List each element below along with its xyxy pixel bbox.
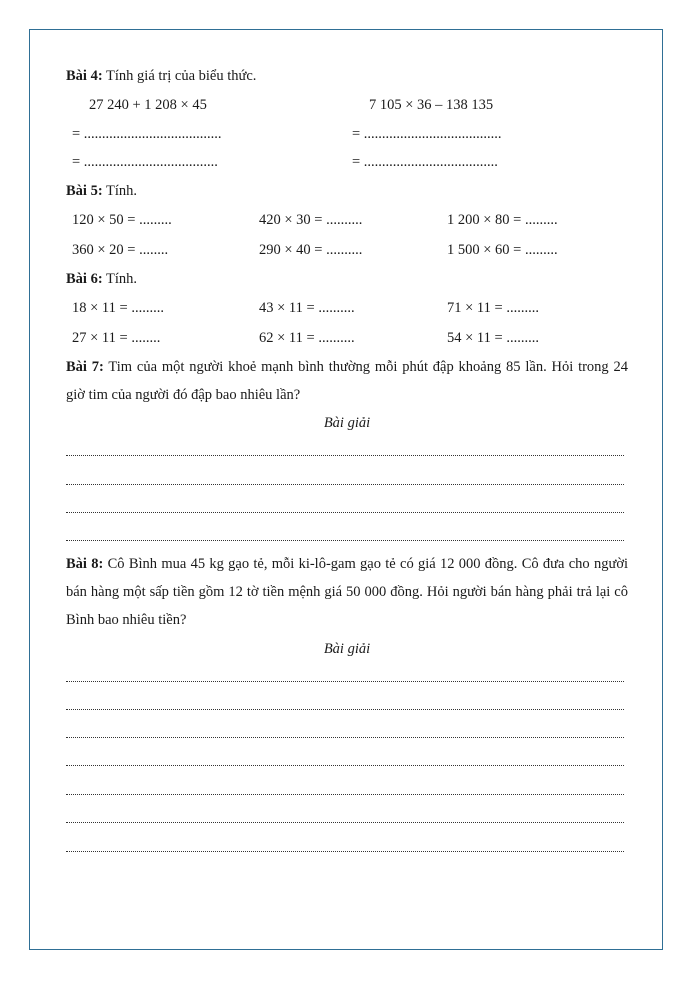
bai6-item: 27 × 11 = ........ [72,330,161,346]
bai4-answer-line-1a: = ...................................... [72,126,222,142]
bai7-answer-line [66,455,624,456]
bai6-item: 71 × 11 = ......... [447,300,539,316]
bai8-answer-line [66,709,624,710]
bai5-item: 1 500 × 60 = ......... [447,242,558,258]
bai5-text: Tính. [106,183,138,199]
bai8-answer-line [66,737,624,738]
bai7-label: Bài 7: [66,359,104,375]
bai8-label: Bài 8: [66,556,104,572]
bai5-item: 1 200 × 80 = ......... [447,212,558,228]
bai8-solution-label: Bài giải [323,641,371,657]
bai7-text: Tim của một người khoẻ mạnh bình thường mỗi phút đập khoảng 85 lần. Hỏi trong 24 giờ tim của người đó đập bao nhiêu lần? [66,359,629,403]
bai8-problem [66,550,628,634]
bai4-answer-line-2b: = ..................................... [352,154,498,170]
bai4-answer-line-2a: = ...................................... [352,126,502,142]
bai7-answer-line [66,540,624,541]
bai8-answer-line [66,822,624,823]
bai5-heading [66,182,137,200]
bai7-answer-line [66,484,624,485]
bai8-answer-line [66,851,624,852]
bai6-item: 54 × 11 = ......... [447,330,539,346]
bai5-item: 360 × 20 = ........ [72,242,169,258]
bai6-text: Tính. [106,271,138,287]
bai6-item: 62 × 11 = .......... [259,330,355,346]
bai7-problem [66,353,628,409]
bai4-answer-line-1b: = ..................................... [72,154,218,170]
bai6-heading [66,270,137,288]
bai4-expression-2: 7 105 × 36 – 138 135 [369,97,494,113]
bai4-label: Bài 4: [66,68,103,84]
bai6-label: Bài 6: [66,271,103,287]
bai4-expression-1: 27 240 + 1 208 × 45 [89,97,207,113]
bai7-solution-label: Bài giải [323,415,371,431]
bai5-item: 290 × 40 = .......... [259,242,363,258]
bai5-item: 420 × 30 = .......... [259,212,363,228]
bai4-heading [66,67,256,85]
bai6-item: 43 × 11 = .......... [259,300,355,316]
bai8-answer-line [66,681,624,682]
bai7-answer-line [66,512,624,513]
bai8-answer-line [66,765,624,766]
bai8-answer-line [66,794,624,795]
bai8-text: Cô Bình mua 45 kg gạo tẻ, mỗi ki-lô-gam gạo tẻ có giá 12 000 đồng. Cô đưa cho người bán hàng một sấp tiền gồm 12 tờ tiền mệnh giá 50 000 đồng. Hỏi người bán hàng phải trả lại cô Bình bao nhiêu tiền? [66,556,629,628]
bai5-label: Bài 5: [66,183,103,199]
bai4-text: Tính giá trị của biểu thức. [106,68,257,84]
bai5-item: 120 × 50 = ......... [72,212,172,228]
bai6-item: 18 × 11 = ......... [72,300,164,316]
